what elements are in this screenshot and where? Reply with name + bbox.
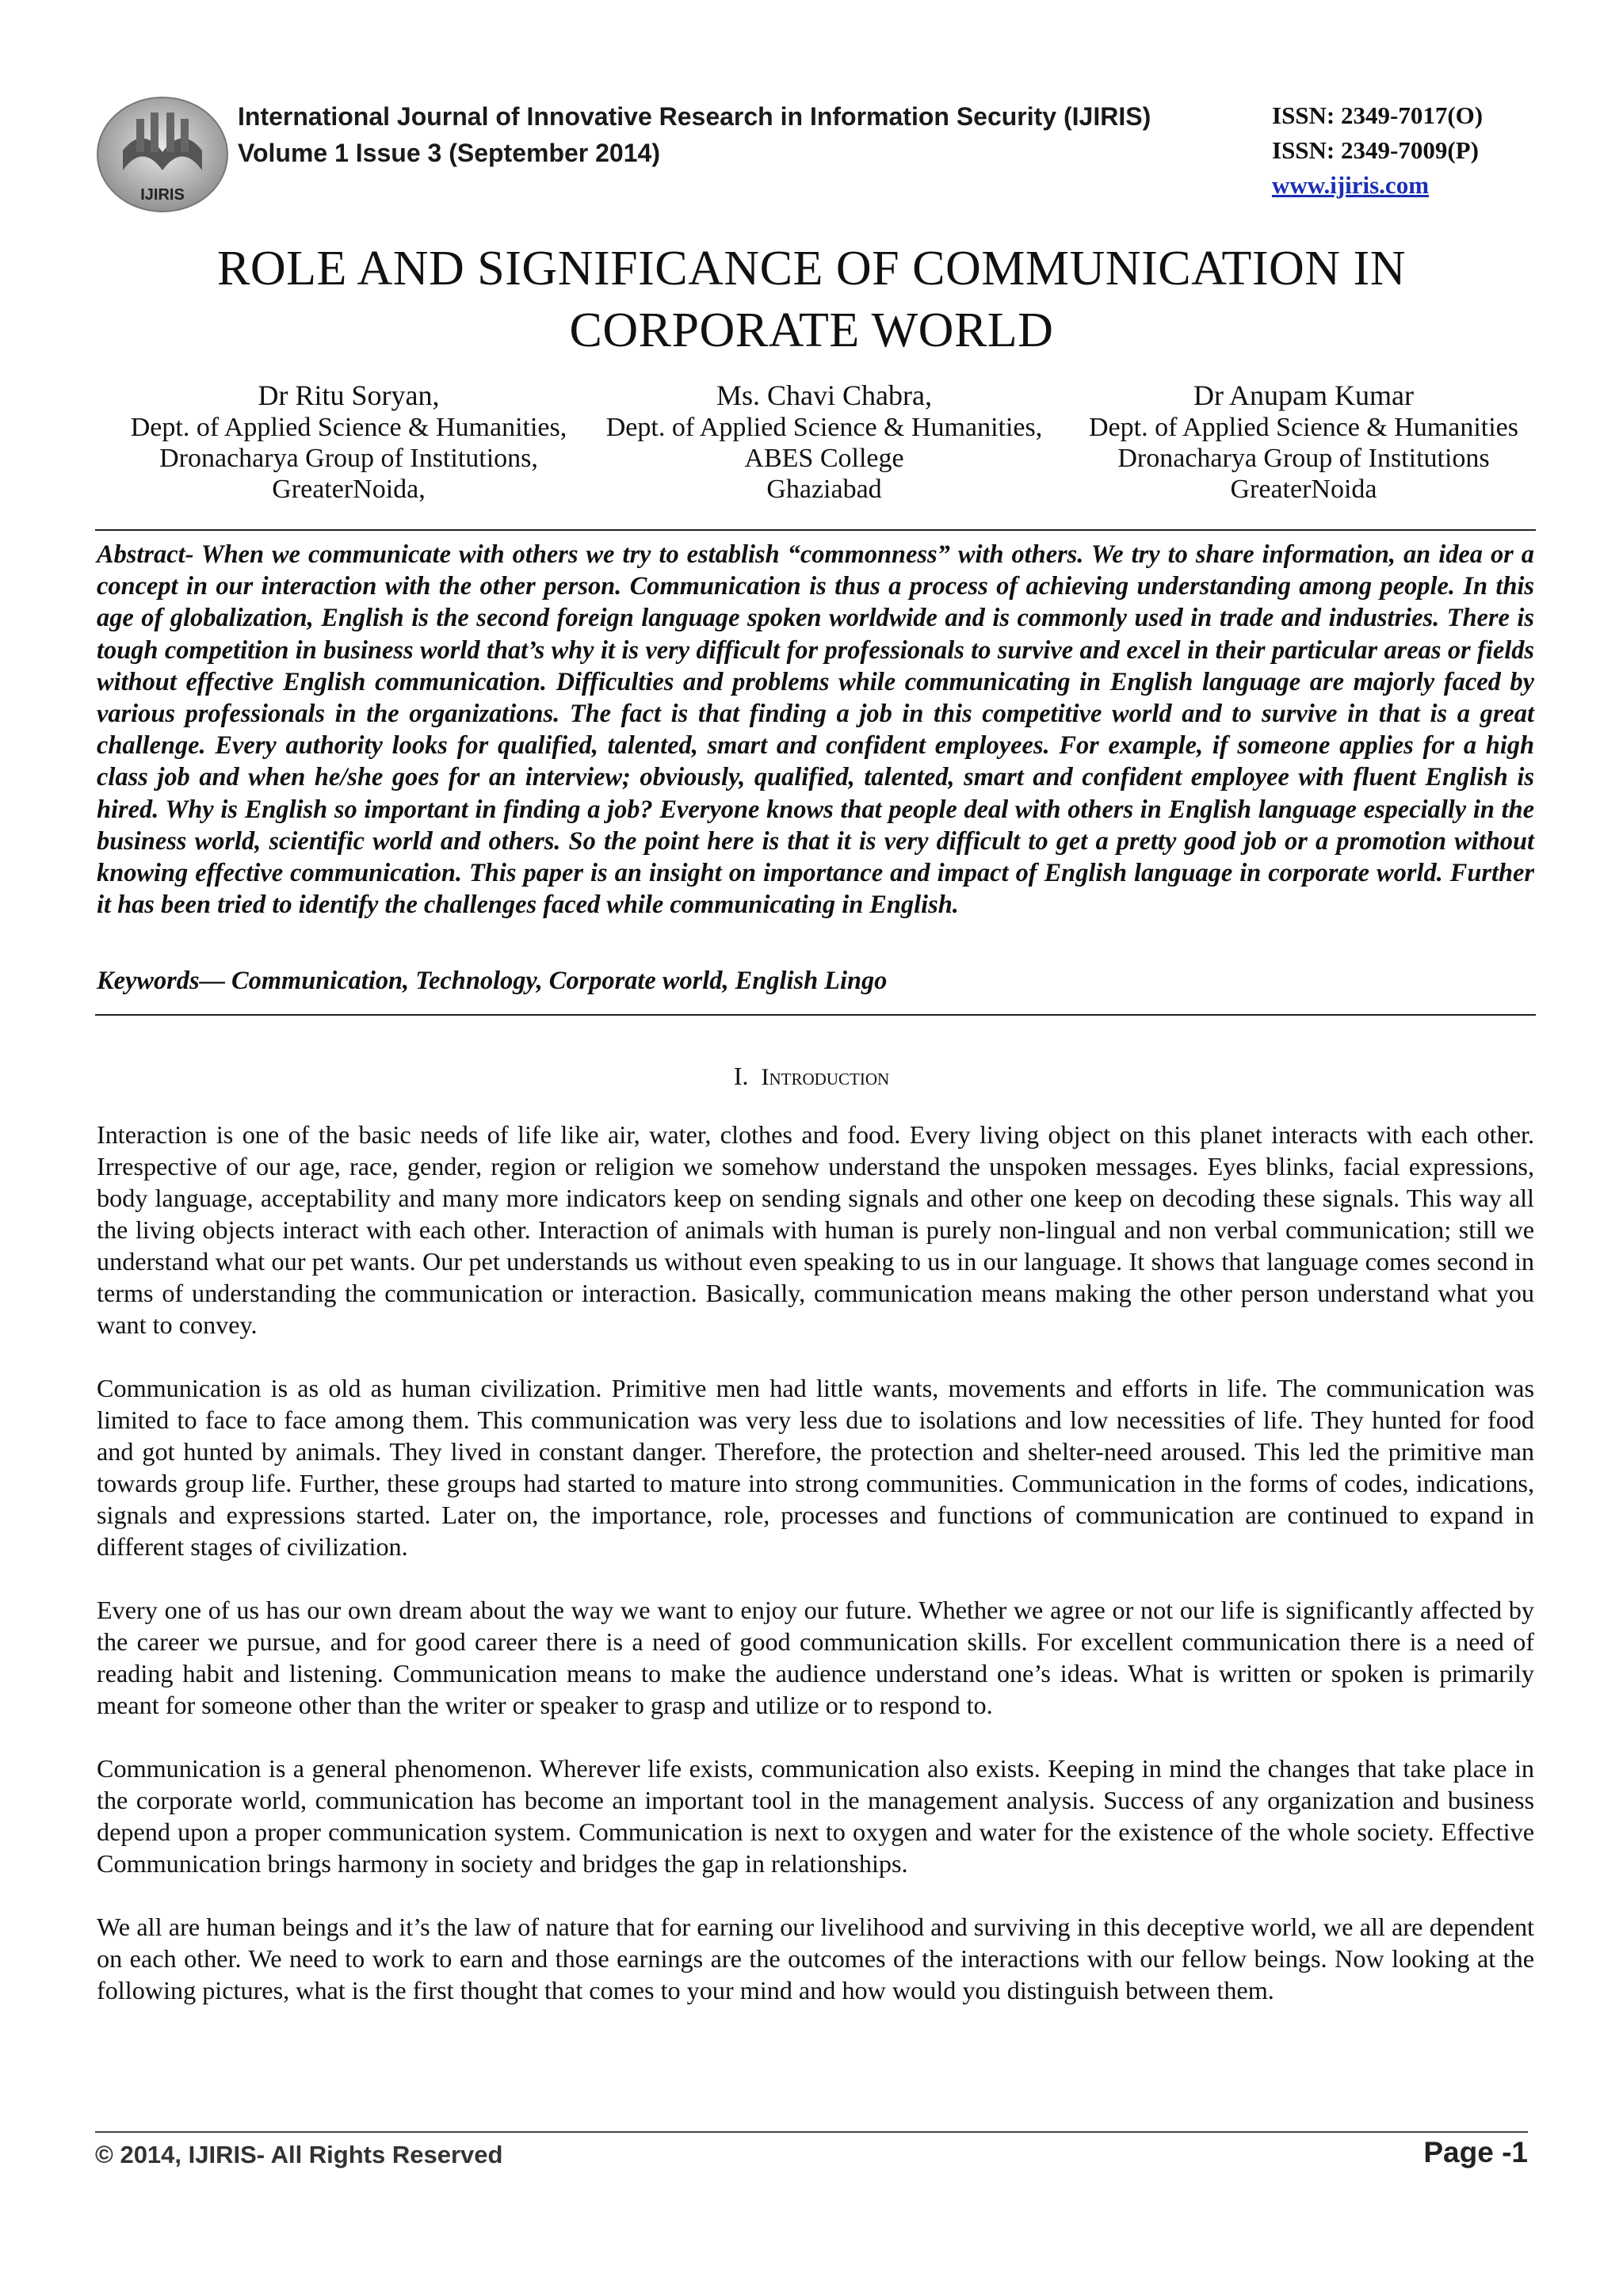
divider-top — [95, 529, 1536, 531]
author-3 — [1062, 379, 1545, 505]
journal-volume: Volume 1 Issue 3 (September 2014) — [238, 139, 660, 167]
footer-divider — [95, 2131, 1528, 2133]
page-number: Page -1 — [1423, 2136, 1528, 2168]
author-name: Ms. Chavi Chabra, — [716, 379, 932, 411]
abstract: Abstract- When we communicate with others we try to establish “commonness” with others. We try to share information, an idea or a concept in our interaction with the other person. Communication is thus a process of achieving understanding among people. In this age of globalization, English is the second foreign language spoken worldwide and is commonly used in trade and industries. There is tough competition in business world that’s why it is very difficult for professionals to survive and excel in their particular areas or fields without effective English communication. Difficulties and problems while communicating in English language are majorly faced by various professionals in the organizations. The fact is that finding a job in this competitive world and to survive in that is a great challenge. Every authority looks for qualified, talented, smart and confident employees. For example, if someone applies for a high class job and when he/she goes for an interview; obviously, qualified, talented, smart and confident employee with fluent English is hired. Why is English so important in finding a job? Everyone knows that people deal with others in English language especially in the business world, scientific world and others. So the point here is that it is very difficult to get a pretty good job or a promotion without knowing effective communication. This paper is an insight on importance and impact of English language in corporate world. Further it has been tried to identify the challenges faced while communicating in English. — [97, 540, 1534, 920]
author-dept: Dept. of Applied Science & Humanities — [1089, 413, 1518, 442]
journal-name: International Journal of Innovative Research in Information Security (IJIRIS) — [238, 102, 1151, 131]
paragraph: Every one of us has our own dream about the way we want to enjoy our future. Whether we agree or not our life is significantly affected by the career we pursue, and for good career there is a need of good communication skills. For excellent communication there is a need of reading habit and listening. Communication means to make the audience understand one’s ideas. What is written or spoken is primarily meant for someone other than the writer or speaker to grasp and utilize or to respond to. — [97, 1596, 1534, 1719]
divider-bottom — [95, 1014, 1536, 1016]
author-institution: Dronacharya Group of Institutions — [1117, 444, 1490, 473]
author-2 — [586, 379, 1062, 505]
issn-block — [1272, 98, 1483, 203]
author-institution: Dronacharya Group of Institutions, — [159, 444, 538, 473]
title-line-2: CORPORATE WORLD — [569, 303, 1054, 357]
footer-copyright: © 2014, IJIRIS- All Rights Reserved — [95, 2141, 503, 2168]
author-name: Dr Ritu Soryan, — [258, 379, 440, 411]
body-text — [97, 1119, 1534, 2038]
issn-print: ISSN: 2349-7009(P) — [1272, 136, 1479, 164]
author-name: Dr Anupam Kumar — [1193, 379, 1414, 411]
logo-text: IJIRIS — [140, 186, 185, 204]
journal-header — [238, 98, 1151, 171]
section-number: I. — [733, 1062, 749, 1090]
title-line-1: ROLE AND SIGNIFICANCE OF COMMUNICATION IN — [217, 242, 1406, 296]
keywords: Keywords— Communication, Technology, Corporate world, English Lingo — [97, 967, 888, 995]
ijiris-logo — [95, 95, 230, 214]
author-1 — [103, 379, 594, 505]
paragraph: Communication is a general phenomenon. Wherever life exists, communication also exists. Keeping in mind the changes that take place in the corporate world, communication has become an important tool in the management analysis. Success of any organization and business depend upon a proper communication system. Communication is next to oxygen and water for the existence of the whole society. Effective Communication brings harmony in society and bridges the gap in relationships. — [97, 1754, 1534, 1878]
author-city: GreaterNoida — [1230, 475, 1377, 504]
author-city: GreaterNoida, — [272, 475, 426, 504]
author-city: Ghaziabad — [766, 475, 882, 504]
section-heading — [0, 1060, 1623, 1093]
issn-online: ISSN: 2349-7017(O) — [1272, 101, 1484, 129]
author-dept: Dept. of Applied Science & Humanities, — [605, 413, 1043, 442]
paragraph: Interaction is one of the basic needs of life like air, water, clothes and food. Every living object on this planet interacts with each other. Irrespective of our age, race, gender, region or religion we somehow understand the unspoken messages. Eyes blinks, facial expressions, body language, acceptability and many more indicators keep on sending signals and other one keep on decoding these signals. This way all the living objects interact with each other. Interaction of animals with human is purely non-lingual and non verbal communication; still we understand what our pet wants. Our pet understands us without even speaking to us in our language. It shows that language comes second in terms of understanding the communication or interaction. Basically, communication means making the other person understand what you want to convey. — [97, 1120, 1534, 1339]
author-dept: Dept. of Applied Science & Humanities, — [130, 413, 567, 442]
paper-title — [95, 238, 1528, 361]
paragraph: We all are human beings and it’s the law of nature that for earning our livelihood and surviving in this deceptive world, we all are dependent on each other. We need to work to earn and those earnings are the outcomes of the interactions with our fellow beings. Now looking at the following pictures, what is the first thought that comes to your mind and how would you distinguish between them. — [97, 1913, 1534, 2004]
website-link[interactable]: www.ijiris.com — [1272, 171, 1430, 199]
author-institution: ABES College — [744, 444, 904, 473]
section-title: Introduction — [761, 1064, 890, 1090]
paragraph: Communication is as old as human civilization. Primitive men had little wants, movements and efforts in life. The communication was limited to face to face among them. This communication was very less due to isolations and low necessities of life. They hunted for food and got hunted by animals. They lived in constant danger. Therefore, the protection and shelter-need aroused. This led the primitive man towards group life. Further, these groups had started to mature into strong communities. Communication in the forms of codes, indications, signals and expressions started. Later on, the importance, role, processes and functions of communication are continued to expand in different stages of civilization. — [97, 1374, 1534, 1561]
